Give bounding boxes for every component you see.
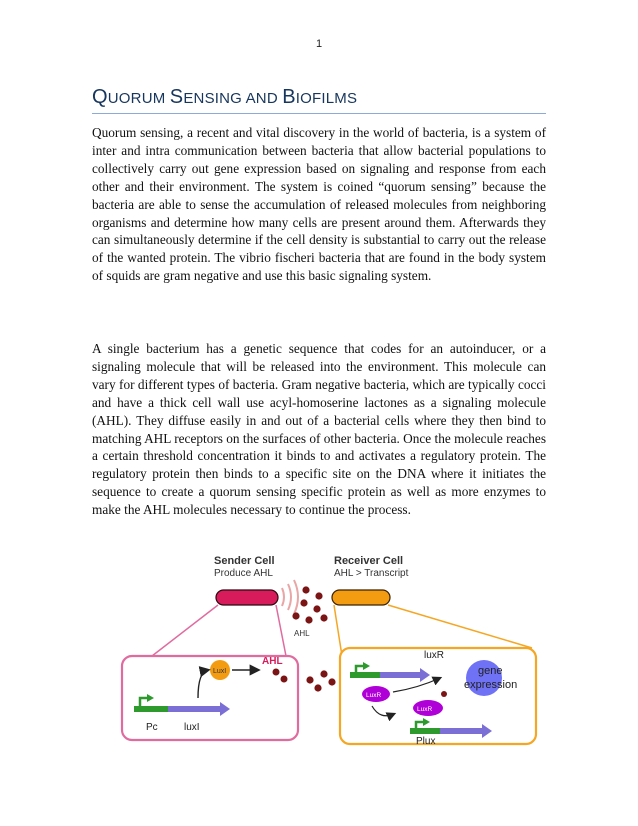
- page-title: [92, 86, 357, 109]
- luxr-protein-label: LuxR: [366, 692, 382, 699]
- promoter-region: [134, 706, 168, 712]
- ahl-label: AHL: [294, 629, 310, 638]
- callout-line: [276, 605, 286, 656]
- ahl-molecule: [292, 612, 299, 619]
- receiver-cell: [332, 590, 390, 605]
- title-letter: S: [169, 86, 184, 108]
- title-part: AND: [245, 90, 283, 107]
- callout-line: [334, 605, 342, 656]
- pc-label: Pc: [146, 722, 158, 733]
- sender-cell-sublabel: Produce AHL: [214, 568, 273, 579]
- gene-expression-label-1: gene: [478, 665, 503, 677]
- paragraph-1: Quorum sensing, a recent and vital discovery in the world of bacteria, is a system of inter and intra communication between bacteria that allow bacterial populations to collectively carry out gene expression based on signaling and response from each other and their environment. The system is coined “quorum sensing” because the bacteria are able to sense the accumulation of released molecules from neighboring organisms and determine how many cells are present around them. Afterwards they can simultaneously determine if the cell density is substantial to carry out the release of the wanted protein. The vibrio fischeri bacteria that are found in the body system of squids are gram negative and use this basic signaling system.: [92, 125, 546, 284]
- ahl-molecule: [302, 586, 309, 593]
- luxr-gene-label: luxR: [424, 650, 445, 661]
- signal-wave: [294, 580, 298, 614]
- page-number: 1: [315, 38, 323, 50]
- luxr-gene: [380, 672, 420, 678]
- callout-line: [388, 605, 532, 648]
- quorum-sensing-diagram: [118, 548, 548, 810]
- luxi-gene: [168, 706, 220, 712]
- title-letter: B: [282, 86, 296, 108]
- receiver-cell-label: Receiver Cell: [334, 555, 404, 567]
- signal-wave: [282, 588, 284, 606]
- ahl-molecule: [441, 691, 447, 697]
- sender-cell: [216, 590, 278, 605]
- target-gene: [440, 728, 482, 734]
- ahl-output-label: AHL: [262, 656, 283, 667]
- title-letter: Q: [92, 86, 108, 108]
- ahl-molecule: [273, 669, 280, 676]
- luxi-gene-label: luxI: [184, 722, 200, 733]
- luxi-protein-label: LuxI: [213, 668, 227, 675]
- ahl-molecule: [320, 614, 327, 621]
- title-underline: [92, 113, 546, 114]
- title-part: ENSING: [183, 90, 246, 107]
- ahl-molecule: [305, 616, 312, 623]
- sender-cell-label: Sender Cell: [214, 555, 275, 567]
- signal-wave: [288, 584, 291, 610]
- ahl-molecule: [281, 676, 288, 683]
- plux-label: Plux: [416, 736, 436, 747]
- promoter-region: [350, 672, 380, 678]
- ahl-molecule: [315, 592, 322, 599]
- ahl-molecule: [313, 605, 320, 612]
- luxr-complex-label: LuxR: [417, 706, 433, 713]
- paragraph-2: A single bacterium has a genetic sequence that codes for an autoinducer, or a signaling molecule that will be released into the environment. This molecule can vary for different types of bacteria. Gram negative bacteria, which are typically cocci and have a thick cell wall use acyl-homoserine lactones as a signaling molecule (AHL). They diffuse easily in and out of a bacterial cells where they then bind to matching AHL receptors on the surfaces of other bacteria. Once the molecule reaches a certain threshold concentration it binds to and activates a regulatory protein. The regulatory protein then binds to a specific site on the DNA where it initiates the sequence to create a quorum sensing specific protein as well as more enzymes to make the AHL molecules necessary to continue the process.: [92, 341, 546, 518]
- promoter-region: [410, 728, 440, 734]
- title-part: IOFILMS: [295, 90, 358, 107]
- ahl-molecule: [328, 678, 335, 685]
- ahl-molecule: [314, 684, 321, 691]
- title-part: UORUM: [107, 90, 170, 107]
- callout-line: [152, 605, 218, 656]
- ahl-molecule: [320, 670, 327, 677]
- ahl-molecule: [306, 676, 313, 683]
- ahl-molecule: [300, 599, 307, 606]
- receiver-cell-sublabel: AHL > Transcript: [334, 568, 409, 579]
- gene-expression-label-2: expression: [464, 679, 518, 691]
